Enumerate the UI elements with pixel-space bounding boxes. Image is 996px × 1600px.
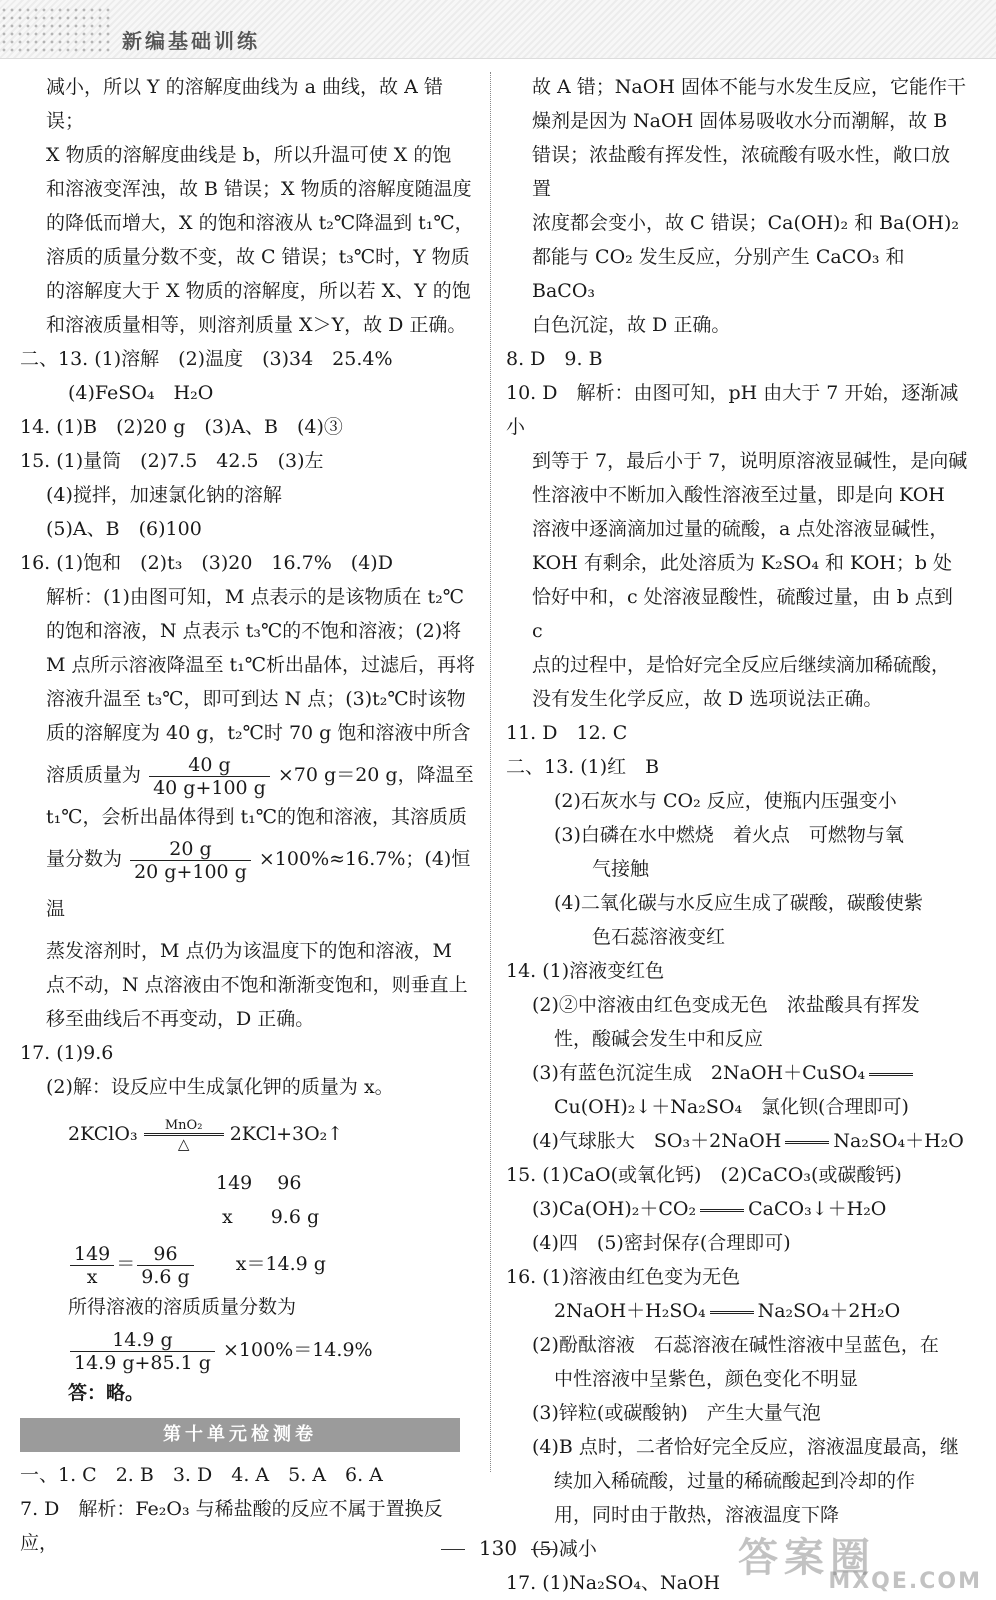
text-line: X 物质的溶解度曲线是 b，所以升温可使 X 的饱 xyxy=(46,144,452,166)
text: Na₂SO₄＋H₂O xyxy=(833,1130,964,1152)
section-1-answers: 一、1. C 2. B 3. D 4. A 5. A 6. A xyxy=(20,1464,383,1486)
answer-16-analysis xyxy=(20,580,480,1036)
answer-13-part3-cont: 气接触 xyxy=(592,858,650,880)
text: ×100%≈16.7%；(4)恒温 xyxy=(46,848,471,920)
fraction xyxy=(149,754,270,799)
answer-15: 15. (1)CaO(或氧化钙) (2)CaCO₃(或碳酸钙) xyxy=(506,1164,902,1186)
text-line: 移至曲线后不再变动，D 正确。 xyxy=(46,1008,315,1030)
denominator: 14.9 g+85.1 g xyxy=(74,1351,211,1374)
answer-15-part3 xyxy=(506,1192,968,1226)
equals-sign xyxy=(710,1311,754,1314)
text-line: 没有发生化学反应，故 D 选项说法正确。 xyxy=(532,688,883,710)
text: ×70 g＝20 g，降温至 xyxy=(277,764,474,786)
numerator: 14.9 g xyxy=(70,1329,215,1352)
fraction xyxy=(137,1243,193,1288)
header-band xyxy=(0,0,996,59)
fraction-line-1 xyxy=(20,750,480,800)
answer-15: 15. (1)量筒 (2)7.5 42.5 (3)左 xyxy=(20,450,324,472)
text-line: 溶液升温至 t₃℃，即可到达 N 点；(3)t₂℃时该物 xyxy=(46,688,466,710)
text: ×100%＝14.9% xyxy=(222,1339,373,1361)
text-line: M 点所示溶液降温至 t₁℃析出晶体，过滤后，再将 xyxy=(46,654,476,676)
unit-title-bar: 第十单元检测卷 xyxy=(20,1418,460,1452)
denominator: 9.6 g xyxy=(141,1265,190,1288)
fraction xyxy=(70,1329,215,1374)
answer-16: 16. (1)饱和 (2)t₃ (3)20 16.7% (4)D xyxy=(20,552,393,574)
header-dot-pattern xyxy=(0,6,112,52)
answer-16-equation xyxy=(506,1294,968,1328)
answer-14-part3-cont: Cu(OH)₂↓＋Na₂SO₄ 氯化钡(合理即可) xyxy=(554,1096,909,1118)
mass-fraction-calc xyxy=(20,1324,480,1376)
text-line: 溶质的质量分数不变，故 C 错误；t₃℃时，Y 物质 xyxy=(46,246,470,268)
text: 量分数为 xyxy=(46,848,123,870)
numerator: 149 xyxy=(70,1243,114,1266)
reaction-arrow xyxy=(144,1119,224,1152)
text-line: 的饱和溶液，N 点表示 t₃℃的不饱和溶液；(2)将 xyxy=(46,620,462,642)
mass-unknown: x 9.6 g xyxy=(222,1206,320,1228)
answer-14-part4 xyxy=(506,1124,968,1158)
text-line: 白色沉淀，故 D 正确。 xyxy=(532,314,731,336)
catalyst: MnO₂ xyxy=(164,1117,203,1133)
answer-16-part3: (3)锌粒(或碳酸钠) 产生大量气泡 xyxy=(532,1402,821,1424)
text-line: 溶液中逐滴滴加过量的硫酸，a 点处溶液显碱性， xyxy=(532,518,949,540)
answer-17: 17. (1)9.6 xyxy=(20,1042,114,1064)
text-line: 点的过程中，是恰好完全反应后继续滴加稀硫酸， xyxy=(532,654,951,676)
watermark-url: MXQE.COM xyxy=(828,1569,982,1594)
text-line: 故 A 错；NaOH 固体不能与水发生反应，它能作干 xyxy=(532,76,966,98)
equation-left: 2KClO₃ xyxy=(68,1123,138,1145)
text: 2NaOH＋H₂SO₄ xyxy=(554,1300,706,1322)
text-line: 浓度都会变小，故 C 错误；Ca(OH)₂ 和 Ba(OH)₂ xyxy=(532,212,960,234)
dash-right xyxy=(531,1549,555,1550)
answer-13: 二、13. (1)溶解 (2)温度 (3)34 25.4% xyxy=(20,348,393,370)
answer-conclusion: 答：略。 xyxy=(68,1382,145,1404)
equals-sign xyxy=(785,1141,829,1144)
text-line: t₁℃，会析出晶体得到 t₁℃的饱和溶液，其溶质质 xyxy=(46,806,468,828)
answer-8-9: 8. D 9. B xyxy=(506,348,603,370)
answer-16-part2-cont: 中性溶液中呈紫色，颜色变化不明显 xyxy=(554,1368,859,1390)
answer-13: 二、13. (1)红 B xyxy=(506,756,660,778)
numerator: 96 xyxy=(137,1243,193,1266)
text-line: 和溶液变浑浊，故 B 错误；X 物质的溶解度随温度 xyxy=(46,178,472,200)
denominator: 20 g+100 g xyxy=(134,860,247,883)
text-line: 性溶液中不断加入酸性溶液至过量，即是向 KOH xyxy=(532,484,945,506)
text-line: 燥剂是因为 NaOH 固体易吸收水分而潮解，故 B xyxy=(532,110,948,132)
numerator: 40 g xyxy=(149,754,270,777)
text: Na₂SO₄＋2H₂O xyxy=(757,1300,901,1322)
equals-sign xyxy=(869,1073,913,1076)
answer-14: 14. (1)B (2)20 g (3)A、B (4)③ xyxy=(20,416,343,438)
text-line: 和溶液质量相等，则溶剂质量 X＞Y，故 D 正确。 xyxy=(46,314,467,336)
text: (4)气球胀大 SO₃＋2NaOH xyxy=(532,1130,782,1152)
answer-13-part3: (3)白磷在水中燃烧 着火点 可燃物与氧 xyxy=(554,824,904,846)
answer-14: 14. (1)溶液变红色 xyxy=(506,960,665,982)
text-line: 的溶解度大于 X 物质的溶解度，所以若 X、Y 的饱 xyxy=(46,280,471,302)
watermark-logo xyxy=(738,1526,988,1594)
answer-16: 16. (1)溶液由红色变为无色 xyxy=(506,1266,741,1288)
answer-15-part5: (5)A、B (6)100 xyxy=(46,518,202,540)
answer-10 xyxy=(506,376,968,716)
proportion: $\frac{149}{x}$ ＝ $\frac{96}{9.6 g}$ x＝14.9 g xyxy=(20,1238,480,1290)
equation-right: 2KCl+3O₂↑ xyxy=(229,1123,344,1145)
watermark-text: 答案圈 xyxy=(738,1535,876,1581)
answer-11-12: 11. D 12. C xyxy=(506,722,628,744)
fraction xyxy=(130,838,251,883)
answer-7: 7. D 解析：Fe₂O₃ 与稀盐酸的反应不属于置换反应， xyxy=(20,1498,443,1554)
answer-14-part2-cont: 性，酸碱会发生中和反应 xyxy=(554,1028,764,1050)
answer-16-part4-cont: 续加入稀硫酸，过量的稀硫酸起到冷却的作 xyxy=(554,1470,916,1492)
answer-13-part4: (4)FeSO₄ H₂O xyxy=(68,382,214,404)
text-line: 10. D 解析：由图可知，pH 由大于 7 开始，逐渐减小 xyxy=(506,382,959,438)
dash-left xyxy=(441,1549,465,1550)
right-para-top xyxy=(506,70,968,342)
answer-16-part5: (5)减小 xyxy=(532,1538,597,1560)
text: CaCO₃↓＋H₂O xyxy=(748,1198,887,1220)
answer-13-part2: (2)石灰水与 CO₂ 反应，使瓶内压强变小 xyxy=(554,790,897,812)
answer-14-part3 xyxy=(506,1056,968,1090)
text: (3)有蓝色沉淀生成 2NaOH＋CuSO₄ xyxy=(532,1062,866,1084)
text-line: 点不动，N 点溶液由不饱和渐渐变饱和，则垂直上 xyxy=(46,974,468,996)
text-line: 的降低而增大，X 的饱和溶液从 t₂℃降温到 t₁℃， xyxy=(46,212,474,234)
text: 溶质质量为 xyxy=(46,764,142,786)
text-line: 解析：(1)由图可知，M 点表示的是该物质在 t₂℃ xyxy=(46,586,464,608)
answer-13-part4-cont: 色石蕊溶液变红 xyxy=(592,926,726,948)
mass-fraction-label: 所得溶液的溶质质量分数为 xyxy=(68,1296,297,1318)
equals-sign xyxy=(700,1209,744,1212)
page-number-text: 130 xyxy=(478,1536,518,1560)
result: x＝14.9 g xyxy=(235,1253,326,1275)
answer-13-part4: (4)二氧化碳与水反应生成了碳酸，碳酸使紫 xyxy=(554,892,923,914)
left-column xyxy=(20,70,480,1560)
right-column xyxy=(506,70,968,1600)
text-line: 都能与 CO₂ 发生反应，分别产生 CaCO₃ 和 BaCO₃ xyxy=(532,246,905,302)
answer-15-part4: (4)搅拌，加速氯化钠的溶解 xyxy=(46,484,282,506)
answer-15-part4: (4)四 (5)密封保存(合理即可) xyxy=(532,1232,791,1254)
column-divider xyxy=(490,72,491,1472)
text-line: 恰好中和，c 处溶液显酸性，硫酸过量，由 b 点到 c xyxy=(532,586,953,642)
header-title: 新编基础训练 xyxy=(122,29,260,53)
left-para-top xyxy=(20,70,480,342)
mass-ratio: 149 96 xyxy=(216,1172,302,1194)
denominator: 40 g+100 g xyxy=(153,776,266,799)
answer-16-part4: (4)B 点时，二者恰好完全反应，溶液温度最高，继 xyxy=(532,1436,959,1458)
answer-16-part4-cont2: 用，同时由于散热，溶液温度下降 xyxy=(554,1504,840,1526)
text-line: KOH 有剩余，此处溶质为 K₂SO₄ 和 KOH；b 处 xyxy=(532,552,953,574)
fraction-line-2 xyxy=(20,834,480,934)
numerator: 20 g xyxy=(130,838,251,861)
heat-condition: △ xyxy=(177,1134,190,1153)
chemical-equation xyxy=(20,1108,480,1160)
denominator: x xyxy=(86,1265,98,1288)
text-line: 蒸发溶剂时，M 点仍为该温度下的饱和溶液，M xyxy=(46,940,452,962)
fraction xyxy=(70,1243,114,1288)
text-line: 减小，所以 Y 的溶解度曲线为 a 曲线，故 A 错误； xyxy=(46,76,443,132)
answer-14-part2: (2)②中溶液由红色变成无色 浓盐酸具有挥发 xyxy=(532,994,920,1016)
answer-17: 17. (1)Na₂SO₄、NaOH xyxy=(506,1572,721,1594)
text: (3)Ca(OH)₂＋CO₂ xyxy=(532,1198,697,1220)
answer-17-solution: (2)解：设反应中生成氯化钾的质量为 x。 xyxy=(46,1076,394,1098)
text-line: 质的溶解度为 40 g，t₂℃时 70 g 饱和溶液中所含 xyxy=(46,722,471,744)
text-line: 到等于 7，最后小于 7，说明原溶液显碱性，是向碱 xyxy=(532,450,968,472)
text-line: 错误；浓盐酸有挥发性，浓硫酸有吸水性，敞口放置 xyxy=(532,144,951,200)
answer-16-part2: (2)酚酞溶液 石蕊溶液在碱性溶液中呈蓝色，在 xyxy=(532,1334,939,1356)
